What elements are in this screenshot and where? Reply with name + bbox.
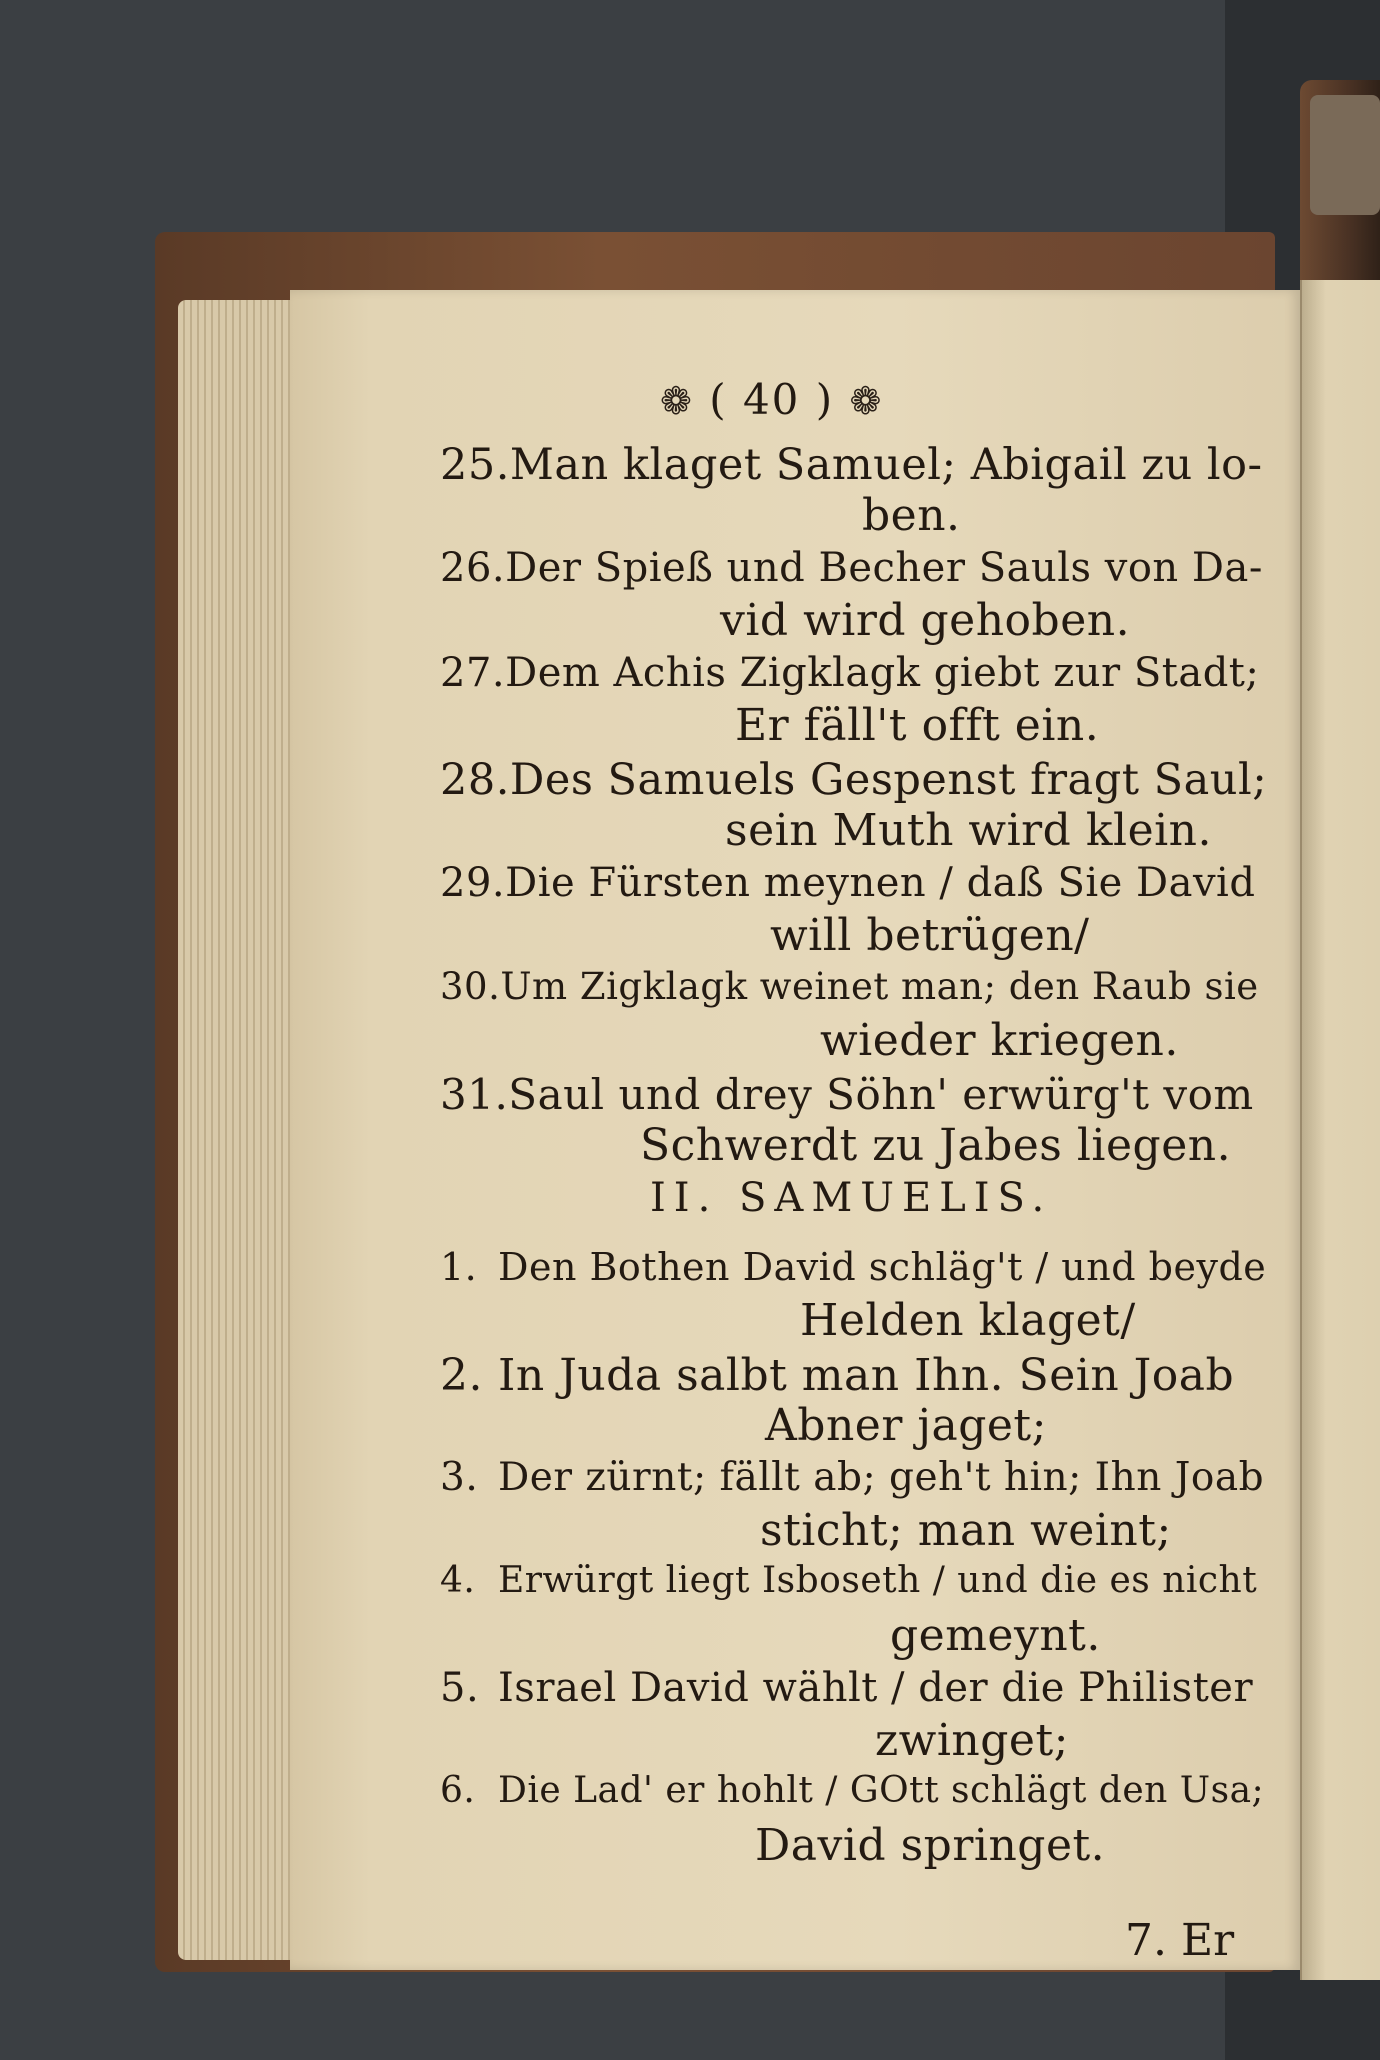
entry-cont: Helden klaget/	[800, 1295, 1136, 1346]
entry-line: 5. Israel David wählt / der die Philister	[440, 1665, 1254, 1711]
entry-cont: sticht; man weint;	[760, 1505, 1172, 1556]
entry-cont: Abner jaget;	[765, 1400, 1047, 1451]
entry-line: 30.Um Zigklagk weinet man; den Raub sie	[440, 965, 1259, 1008]
entry-line: 6. Die Lad' er hohlt / GOtt schlägt den Usa;	[440, 1770, 1265, 1811]
page-number: ( 40 )	[709, 375, 835, 424]
entry-cont: David springet.	[755, 1820, 1106, 1871]
entry-cont: Er fäll't offt ein.	[735, 700, 1100, 751]
page-header	[660, 375, 883, 424]
entry-cont: zwinget;	[875, 1715, 1069, 1766]
entry-cont: will betrügen/	[770, 910, 1090, 961]
ornament-right-icon: ❁	[849, 379, 884, 423]
entry-line: 4. Erwürgt liegt Isboseth / und die es nicht	[440, 1560, 1258, 1601]
entry-cont: gemeynt.	[890, 1610, 1101, 1661]
entry-line: 25.Man klaget Samuel; Abigail zu lo-	[440, 440, 1263, 490]
entry-cont: sein Muth wird klein.	[725, 805, 1213, 856]
entry-line: 29.Die Fürsten meynen / daß Sie David	[440, 860, 1256, 906]
entry-cont: ben.	[862, 490, 961, 541]
entry-line: 2. In Juda salbt man Ihn. Sein Joab	[440, 1350, 1235, 1401]
entry-cont: wieder kriegen.	[820, 1015, 1179, 1066]
entry-line: 26.Der Spieß und Becher Sauls von Da-	[440, 545, 1263, 591]
entry-line: 31.Saul und drey Söhn' erwürg't vom	[440, 1070, 1254, 1119]
entry-line: 3. Der zürnt; fällt ab; geh't hin; Ihn Joab	[440, 1455, 1265, 1500]
entry-line: 1. Den Bothen David schläg't / und beyde	[440, 1245, 1267, 1289]
entry-cont: vid wird gehoben.	[720, 595, 1131, 646]
entry-line: 28.Des Samuels Gespenst fragt Saul;	[440, 755, 1268, 805]
section-heading: II. SAMUELIS.	[650, 1175, 1053, 1221]
entry-cont: Schwerdt zu Jabes liegen.	[640, 1120, 1232, 1171]
entry-line: 27.Dem Achis Zigklagk giebt zur Stadt;	[440, 650, 1260, 696]
catchword: 7. Er	[1125, 1915, 1235, 1966]
ornament-left-icon: ❁	[660, 379, 694, 423]
